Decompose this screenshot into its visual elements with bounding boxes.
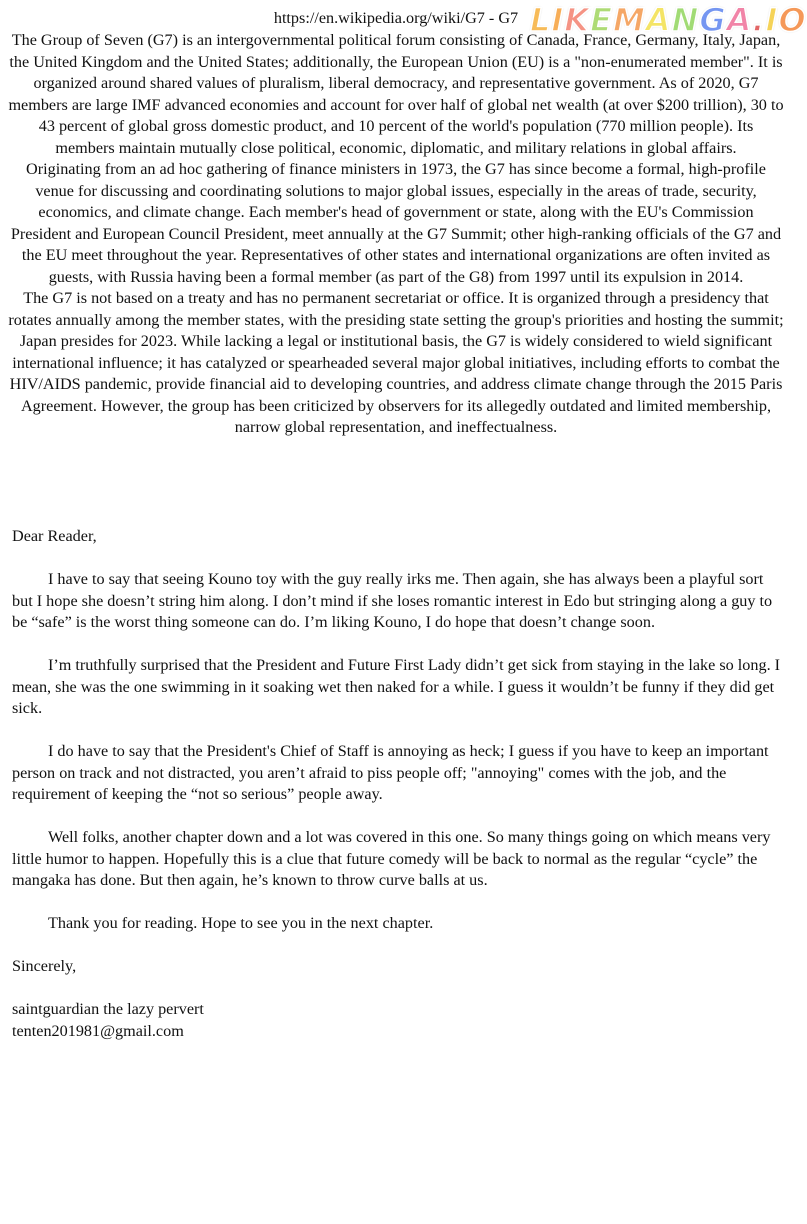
letter-paragraph: Well folks, another chapter down and a lot was covered in this one. So many things going on which means very little humor to happen. Hopefully this is a clue that future comedy will be back to normal as the regular “cycle” the mangaka has done. But then again, he’s known to throw curve balls at us. <box>12 828 771 889</box>
letter-salutation: Dear Reader, <box>12 527 97 545</box>
translator-letter <box>12 526 782 1042</box>
letter-paragraph: Thank you for reading. Hope to see you in the next chapter. <box>48 914 434 932</box>
watermark-letter: I <box>551 1 565 39</box>
watermark-letter: L <box>530 1 552 39</box>
wiki-paragraph: The Group of Seven (G7) is an intergovernmental political forum consisting of Canada, France, Germany, Italy, Japan, the United Kingdom and the United States; additionally, the European Union (EU) is a "non-enumerated member". It is organized around shared values of pluralism, liberal democracy, and representative government. As of 2020, G7 members are large IMF advanced economies and account for over half of global net wealth (at over $200 trillion), 30 to 43 percent of global gross domestic product, and 10 percent of the world's population (770 million people). Its members maintain mutually close political, economic, diplomatic, and military relations in global affairs. <box>8 31 784 157</box>
watermark-letter: I <box>765 1 779 39</box>
letter-paragraph: I do have to say that the President's Chief of Staff is annoying as heck; I guess if you have to keep an important person on track and not distracted, you aren’t afraid to piss people off; "annoying" comes with the job, and the requirement of keeping the “not so serious” people away. <box>12 742 769 803</box>
watermark-letter: G <box>699 1 727 39</box>
signature-email: tenten201981@gmail.com <box>12 1021 184 1040</box>
watermark-letter: N <box>671 1 700 39</box>
watermark-letter: . <box>752 1 766 39</box>
watermark-letter: A <box>726 1 753 39</box>
source-url-line: https://en.wikipedia.org/wiki/G7 - G7 <box>273 9 519 27</box>
watermark-letter: E <box>590 1 613 39</box>
signature-name: saintguardian the lazy pervert <box>12 1000 204 1018</box>
watermark-letter: O <box>778 1 807 39</box>
letter-paragraph: I’m truthfully surprised that the President and Future First Lady didn’t get sick from staying in the lake so long. I mean, she was the one swimming in it soaking wet then naked for a while. I guess it wouldn’t be funny if they did get sick. <box>12 656 781 717</box>
watermark-letter: K <box>564 1 591 39</box>
wiki-paragraph: Originating from an ad hoc gathering of finance ministers in 1973, the G7 has since become a formal, high-profile venue for discussing and coordinating solutions to major global issues, especially in the areas of trade, security, economics, and climate change. Each member's head of government or state, along with the EU's Commission President and European Council President, meet annually at the G7 Summit; other high-ranking officials of the G7 and the EU meet throughout the year. Representatives of other states and international organizations are often invited as guests, with Russia having been a formal member (as part of the G8) from 1997 until its expulsion in 2014. <box>10 160 782 286</box>
watermark-letter: A <box>645 1 672 39</box>
letter-paragraph: I have to say that seeing Kouno toy with the guy really irks me. Then again, she has always been a playful sort but I hope she doesn’t string him along. I don’t mind if she loses romantic interest in Edo but stringing along a guy to be “safe” is the worst thing someone can do. I’m liking Kouno, I do hope that doesn’t change soon. <box>12 570 773 631</box>
letter-closing: Sincerely, <box>12 957 77 975</box>
watermark-letter: M <box>612 1 646 39</box>
wiki-excerpt <box>8 30 784 439</box>
wiki-paragraph: The G7 is not based on a treaty and has no permanent secretariat or office. It is organized through a presidency that rotates annually among the member states, with the presiding state setting the group's priorities and hosting the summit; Japan presides for 2023. While lacking a legal or institutional basis, the G7 is widely considered to wield significant international influence; it has catalyzed or spearheaded several major global initiatives, including efforts to combat the HIV/AIDS pandemic, provide financial aid to developing countries, and address climate change through the 2015 Paris Agreement. However, the group has been criticized by observers for its allegedly outdated and limited membership, narrow global representation, and ineffectualness. <box>8 289 784 436</box>
